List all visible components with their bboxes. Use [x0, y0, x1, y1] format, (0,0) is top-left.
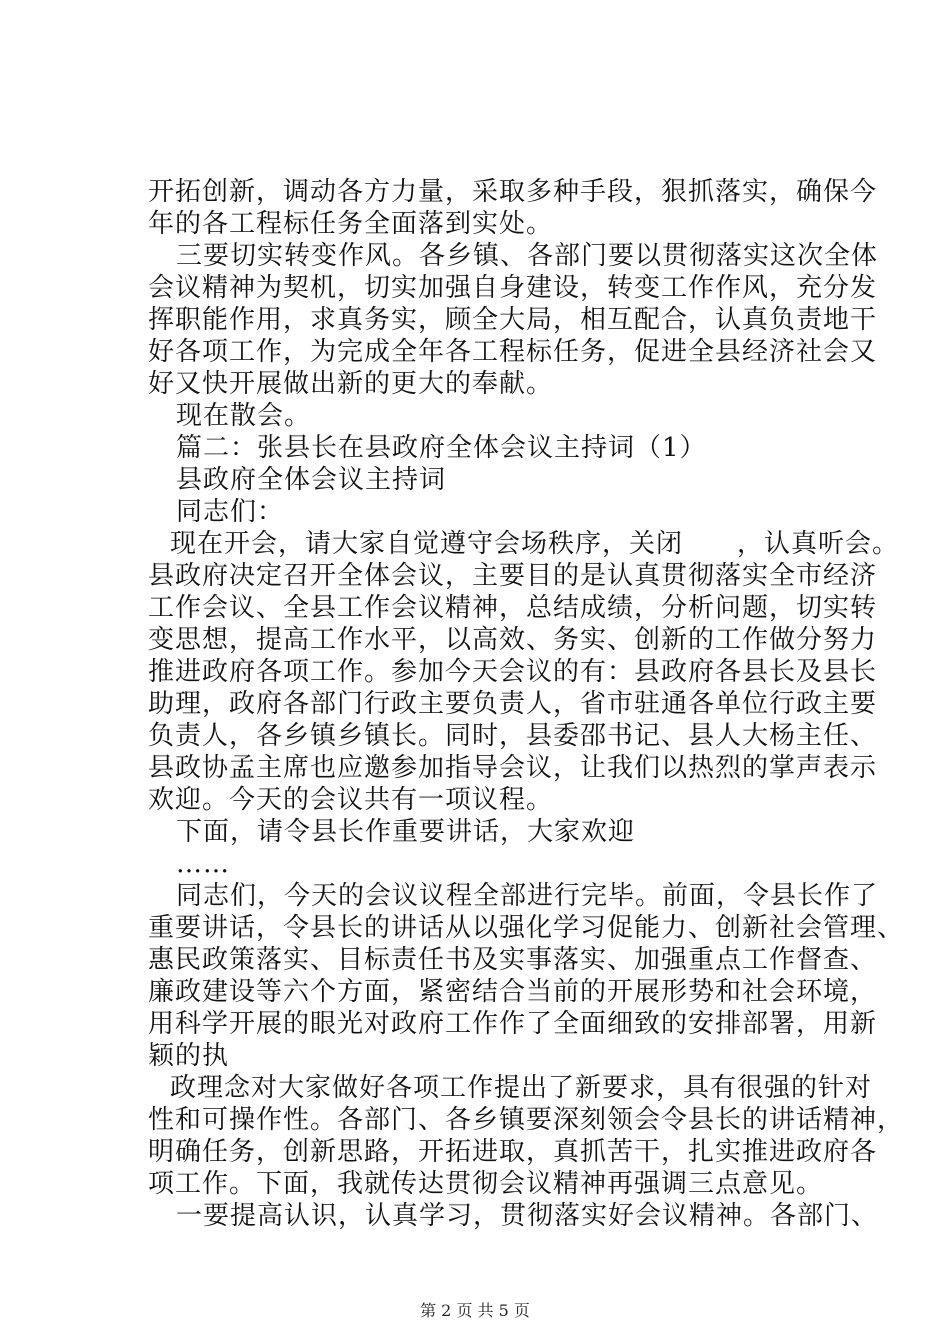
text-line: 同志们，今天的会议议程全部进行完毕。前面，令县长作了	[176, 881, 879, 911]
text-line: 廉政建设等六个方面，紧密结合当前的开展形势和社会环境，	[148, 977, 878, 1007]
text-line: 县政府决定召开全体会议，主要目的是认真贯彻落实全市经济	[148, 561, 878, 591]
text-line: 用科学开展的眼光对政府工作作了全面细致的安排部署，用新	[148, 1009, 878, 1039]
text-line: 开拓创新，调动各方力量，采取多种手段，狠抓落实，确保今	[148, 177, 878, 207]
text-line: 挥职能作用，求真务实，顾全大局，相互配合，认真负责地干	[148, 305, 878, 335]
text-line: 现在开会，请大家自觉遵守会场秩序，关闭 ，认真听会。	[170, 529, 900, 559]
text-line: 县政府全体会议主持词	[176, 465, 447, 495]
text-line: 下面，请令县长作重要讲话，大家欢迎	[176, 817, 636, 847]
text-line: 性和可操作性。各部门、各乡镇要深刻领会令县长的讲话精神，	[148, 1105, 905, 1135]
text-line: ……	[176, 849, 230, 879]
text-line: 现在散会。	[176, 401, 312, 431]
text-line: 三要切实转变作风。各乡镇、各部门要以贯彻落实这次全体	[176, 241, 879, 271]
text-line: 助理，政府各部门行政主要负责人，省市驻通各单位行政主要	[148, 689, 878, 719]
text-line: 年的各工程标任务全面落到实处。	[148, 209, 554, 239]
text-line: 颖的执	[148, 1041, 230, 1071]
text-line: 政理念对大家做好各项工作提出了新要求，具有很强的针对	[170, 1073, 873, 1103]
text-line: 欢迎。今天的会议共有一项议程。	[148, 785, 554, 815]
text-line: 推进政府各项工作。参加今天会议的有：县政府各县长及县长	[148, 657, 878, 687]
page-footer: 第 2 页 共 5 页	[420, 1301, 530, 1320]
text-line: 同志们：	[176, 497, 285, 527]
text-line: 好各项工作，为完成全年各工程标任务，促进全县经济社会又	[148, 337, 878, 367]
text-line: 明确任务，创新思路，开拓进取，真抓苦干，扎实推进政府各	[148, 1137, 878, 1167]
text-line: 工作会议、全县工作会议精神，总结成绩，分析问题，切实转	[148, 593, 878, 623]
text-line: 好又快开展做出新的更大的奉献。	[148, 369, 554, 399]
text-line: 一要提高认识，认真学习，贯彻落实好会议精神。各部门、	[176, 1201, 879, 1231]
text-line: 篇二：张县长在县政府全体会议主持词（1）	[176, 433, 707, 463]
document-body	[148, 176, 905, 1232]
text-line: 重要讲话，令县长的讲话从以强化学习促能力、创新社会管理、	[148, 913, 905, 943]
text-line: 会议精神为契机，切实加强自身建设，转变工作作风，充分发	[148, 273, 878, 303]
text-line: 惠民政策落实、目标责任书及实事落实、加强重点工作督查、	[148, 945, 878, 975]
text-line: 县政协孟主席也应邀参加指导会议，让我们以热烈的掌声表示	[148, 753, 878, 783]
text-line: 项工作。下面，我就传达贯彻会议精神再强调三点意见。	[148, 1169, 824, 1199]
text-line: 负责人，各乡镇乡镇长。同时，县委邵书记、县人大杨主任、	[148, 721, 878, 751]
text-line: 变思想，提高工作水平，以高效、务实、创新的工作做分努力	[148, 625, 878, 655]
